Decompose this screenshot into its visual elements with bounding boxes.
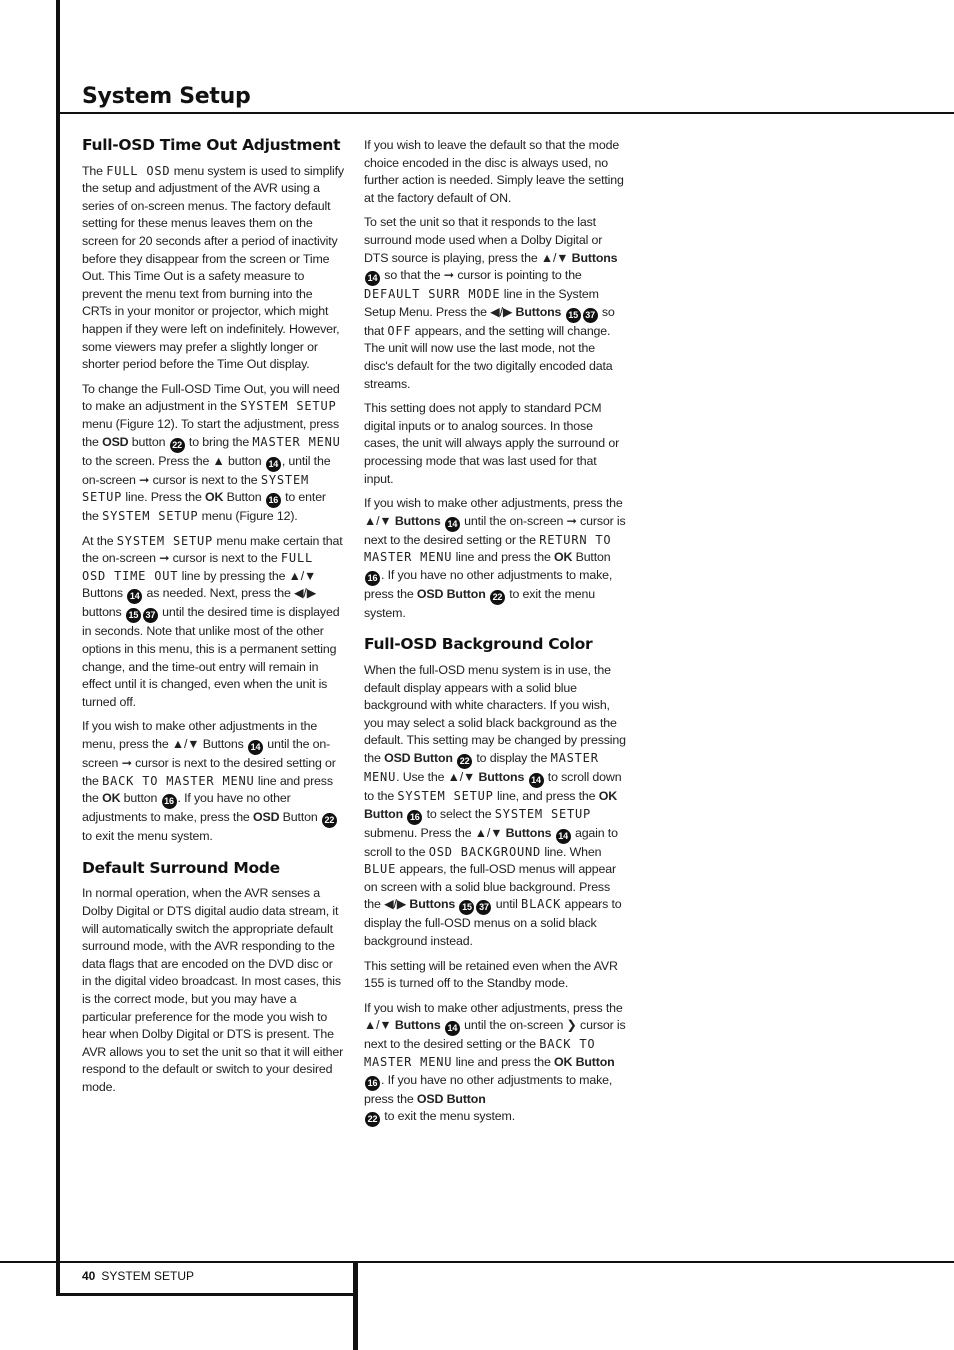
- paragraph: At the SYSTEM SETUP menu make certain that the on-screen ➞ cursor is next to the FULL OSD TIME OUT line by pressing the ▲/▼ Buttons 14 as needed. Next, press the ◀/▶ buttons 15 37 until the desired time is displayed in seconds. Note that unlike most of the other options in this menu, this is a permanent setting change, and the time-out entry will remain in effect until it is changed, even when the unit is turned off.: [82, 533, 343, 709]
- button-number-badge: 14: [445, 1021, 460, 1036]
- button-number-badge: 14: [248, 740, 263, 755]
- button-number-badge: 16: [407, 810, 422, 825]
- section-heading-default-surround: Default Surround Mode: [82, 858, 280, 877]
- osd-text: MASTER MENU: [252, 434, 341, 449]
- osd-text: FULL OSD TIME OUT: [82, 551, 314, 583]
- paragraph: In normal operation, when the AVR senses a Dolby Digital or DTS digital audio data stream, it will automatically switch the appropriate default surround mode, with the AVR responding to the data flags that are encoded on the DVD disc or in the digital video broadcast. In most cases, this is the correct mode, but you may have a particular preference for the mode you wish to hear when Dolby Digital or DTS is present. The AVR allows you to set the unit so that it will either respond to the default or switch to your desired mode.: [82, 886, 344, 1094]
- button-number-badge: 22: [490, 590, 505, 605]
- button-number-badge: 16: [365, 1076, 380, 1091]
- paragraph: To set the unit so that it responds to the last surround mode used when a Dolby Digital or DTS source is playing, press the ▲/▼ Buttons 14 so that the ➞ cursor is pointing to the DEFAULT SURR MODE line in the System Setup Menu. Press the ◀/▶ Buttons 15 37 so that OFF appears, and the setting will change. The unit will now use the last mode, not the disc's default for the two digitally encoded data streams.: [364, 215, 618, 391]
- osd-text: BACK TO MASTER MENU: [102, 773, 255, 788]
- footer-divider-bar: [353, 1262, 358, 1350]
- osd-text: BACK TO MASTER MENU: [364, 1037, 596, 1069]
- paragraph: When the full-OSD menu system is in use, the default display appears with a solid blue background with white characters. If you wish, you may select a solid black background as the default. This setting may be changed by pressing the OSD Button 22 to display the MASTER MENU. Use the ▲/▼ Buttons 14 to scroll down to the SYSTEM SETUP line, and press the OK Button 16 to select the SYSTEM SETUP submenu. Press the ▲/▼ Buttons 14 again to scroll to the OSD BACKGROUND line. When BLUE appears, the full-OSD menus will appear on screen with a solid blue background. Press the ◀/▶ Buttons 15 37 until BLACK appears to display the full-OSD menus on a solid black background instead.: [364, 663, 626, 948]
- osd-text: OSD BACKGROUND: [428, 844, 542, 859]
- osd-text: DEFAULT SURR MODE: [364, 287, 501, 302]
- button-number-badge: 15: [566, 308, 581, 323]
- page-footer: [82, 1269, 194, 1283]
- button-number-badge: 22: [365, 1112, 380, 1127]
- button-number-badge: 15: [126, 608, 141, 623]
- osd-text: SYSTEM SETUP: [102, 509, 199, 524]
- osd-text: SYSTEM SETUP: [494, 806, 592, 821]
- osd-text: RETURN TO MASTER MENU: [364, 532, 612, 565]
- paragraph: The FULL OSD menu system is used to simplify the setup and adjustment of the AVR using a series of on-screen menus. The factory default setting for these menus leaves them on the screen for 20 seconds after a period of inactivity before they disappear from the screen or Time Out. This Time Out is a safety measure to prevent the menu text from burning into the CRTs in your monitor or projector, which might happen if they were left on indefinitely. However, some viewers may prefer a slightly longer or shorter period before the Time Out display.: [82, 163, 344, 372]
- paragraph: If you wish to leave the default so that the mode choice encoded in the disc is always used, no further action is needed. Simply leave the setting at the factory default of ON.: [364, 138, 624, 205]
- button-number-badge: 22: [322, 813, 337, 828]
- left-column: [82, 137, 344, 1104]
- paragraph: If you wish to make other adjustments, press the ▲/▼ Buttons 14 until the on-screen ➞ cursor is next to the desired setting or the RETURN TO MASTER MENU line and press the OK Button 16 . If you have no other adjustments to make, press the OSD Button 22 to exit the menu system.: [364, 496, 626, 620]
- page-number: 40: [82, 1269, 96, 1283]
- osd-text: SYSTEM SETUP: [116, 533, 214, 548]
- paragraph: If you wish to make other adjustments in the menu, press the ▲/▼ Buttons 14 until the on-screen ➞ cursor is next to the desired setting or the BACK TO MASTER MENU line and press the OK button 16 . If you have no other adjustments to make, press the OSD Button 22 to exit the menu system.: [82, 719, 336, 844]
- paragraph: If you wish to make other adjustments, press the ▲/▼ Buttons 14 until the on-screen ❯ cursor is next to the desired setting or the BACK TO MASTER MENU line and press the OK Button 16 . If you have no other adjustments to make, press the OSD Button 22 to exit the menu system.: [364, 1000, 626, 1127]
- right-column: [364, 137, 626, 1134]
- button-number-badge: 37: [583, 308, 598, 323]
- button-number-badge: 15: [459, 900, 474, 915]
- button-number-badge: 14: [266, 457, 281, 472]
- button-number-badge: 22: [457, 754, 472, 769]
- osd-text: MASTER MENU: [364, 751, 599, 785]
- osd-text: BLACK: [521, 897, 562, 912]
- button-number-badge: 16: [365, 571, 380, 586]
- osd-text: BLUE: [364, 862, 397, 877]
- left-margin-bar: [56, 0, 60, 1296]
- button-number-badge: 14: [127, 589, 142, 604]
- button-number-badge: 37: [143, 608, 158, 623]
- button-number-badge: 37: [476, 900, 491, 915]
- button-number-badge: 14: [365, 271, 380, 286]
- osd-text: SYSTEM SETUP: [82, 472, 309, 505]
- button-number-badge: 14: [529, 773, 544, 788]
- osd-text: SYSTEM SETUP: [397, 789, 494, 804]
- osd-text: OFF: [387, 323, 412, 338]
- section-heading-time-out: Full-OSD Time Out Adjustment: [82, 136, 341, 154]
- paragraph: This setting does not apply to standard PCM digital inputs or to analog sources. In those cases, the unit will always apply the surround or processing mode that was last used for that input.: [364, 401, 620, 486]
- footer-underline: [56, 1293, 358, 1296]
- header-rule: [56, 112, 954, 114]
- button-number-badge: 16: [266, 493, 281, 508]
- footer-section-label: SYSTEM SETUP: [101, 1269, 195, 1283]
- footer-rule: [0, 1261, 954, 1263]
- button-number-badge: 14: [445, 517, 460, 532]
- button-number-badge: 16: [162, 794, 177, 809]
- button-number-badge: 14: [556, 829, 571, 844]
- osd-text: FULL OSD: [106, 163, 171, 178]
- button-number-badge: 22: [170, 438, 185, 453]
- section-heading-background-color: Full-OSD Background Color: [364, 635, 593, 654]
- osd-text: SYSTEM SETUP: [240, 399, 337, 414]
- paragraph: To change the Full-OSD Time Out, you will need to make an adjustment in the SYSTEM SETUP menu (Figure 12). To start the adjustment, press the OSD button 22 to bring the MASTER MENU to the screen. Press the ▲ button 14 , until the on-screen ➞ cursor is next to the SYSTEM SETUP line. Press the OK Button 16 to enter the SYSTEM SETUP menu (Figure 12).: [82, 381, 341, 524]
- page-title: System Setup: [82, 84, 251, 109]
- paragraph: This setting will be retained even when the AVR 155 is turned off to the Standby mode.: [364, 958, 618, 991]
